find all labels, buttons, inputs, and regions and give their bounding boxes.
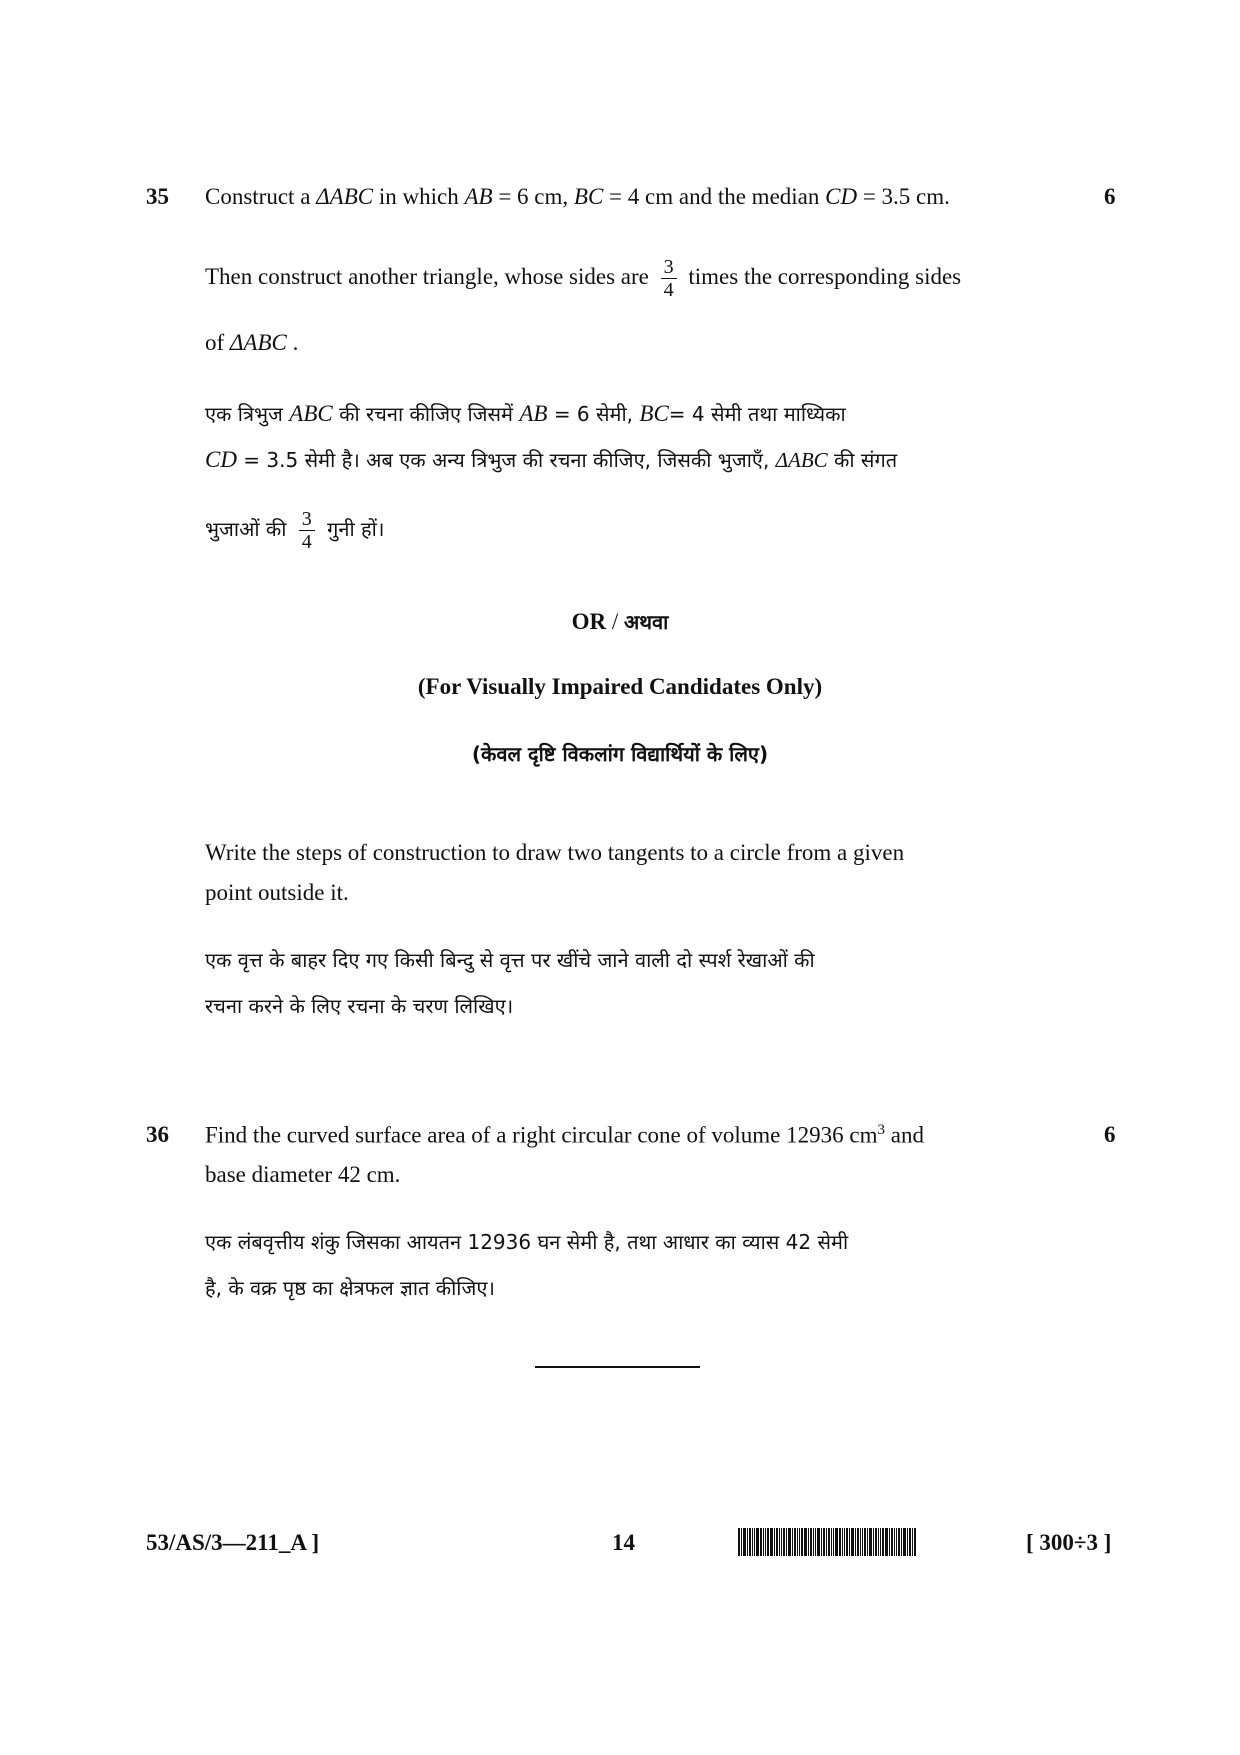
q35-hi-line2: CD = 3.5 सेमी है। अब एक अन्य त्रिभुज की रचना कीजिए, जिसकी भुजाएँ, ΔABC की संगत — [205, 447, 898, 472]
alt-question-en-line1: Write the steps of construction to draw two tangents to a circle from a given — [205, 840, 905, 865]
q36-hi-line2: है, के वक्र पृष्ठ का क्षेत्रफल ज्ञात कीजिए। — [205, 1276, 495, 1300]
q35-hi-line1: एक त्रिभुज ABC की रचना कीजिए जिसमें AB = 6 सेमी, BC= 4 सेमी तथा माध्यिका — [205, 401, 846, 426]
marks-35: 6 — [1104, 184, 1116, 209]
q35-en-line2: Then construct another triangle, whose sides are $\frac{3}{4}$ times the corresponding sides — [205, 256, 962, 301]
visually-impaired-heading: (For Visually Impaired Candidates Only) — [417, 674, 823, 699]
alt-question-hi-line1: एक वृत्त के बाहर दिए गए किसी बिन्दु से वृत्त पर खींचे जाने वाली दो स्पर्श रेखाओं की — [205, 948, 815, 972]
fraction-three-quarters-hi: $\frac{3}{4}$ — [299, 508, 315, 553]
end-of-section-rule — [535, 1366, 700, 1368]
q35-en-line3: of ΔABC . — [205, 330, 299, 355]
q36-en-line2: base diameter 42 cm. — [205, 1162, 401, 1187]
marks-36: 6 — [1104, 1122, 1116, 1147]
visually-impaired-heading-hi: (केवल दृष्टि विकलांग विद्यार्थियों के लिए) — [471, 742, 769, 766]
q35-hi-line3: भुजाओं की $\frac{3}{4}$ गुनी हों। — [205, 508, 385, 553]
question-number-36: 36 — [146, 1122, 169, 1147]
q36-hi-line1: एक लंबवृत्तीय शंकु जिसका आयतन 12936 घन सेमी है, तथा आधार का व्यास 42 सेमी — [205, 1230, 849, 1254]
fraction-three-quarters: $\frac{3}{4}$ — [661, 256, 677, 301]
question-number-35: 35 — [146, 184, 169, 209]
or-separator: OR / अथवा — [571, 609, 669, 634]
paper-code: 53/AS/3—211_A ] — [146, 1530, 320, 1555]
page-number: 14 — [612, 1530, 635, 1555]
q35-en-line1: Construct a ΔABC in which AB = 6 cm, BC = 4 cm and the median CD = 3.5 cm. — [205, 184, 950, 209]
barcode — [738, 1528, 992, 1556]
triangle-abc: ΔABC — [316, 184, 374, 209]
series-code: [ 300÷3 ] — [1026, 1530, 1112, 1555]
alt-question-en-line2: point outside it. — [205, 880, 349, 905]
q36-en-line1: Find the curved surface area of a right circular cone of volume 12936 $cm^3$ and — [205, 1122, 924, 1148]
alt-question-hi-line2: रचना करने के लिए रचना के चरण लिखिए। — [205, 994, 514, 1018]
